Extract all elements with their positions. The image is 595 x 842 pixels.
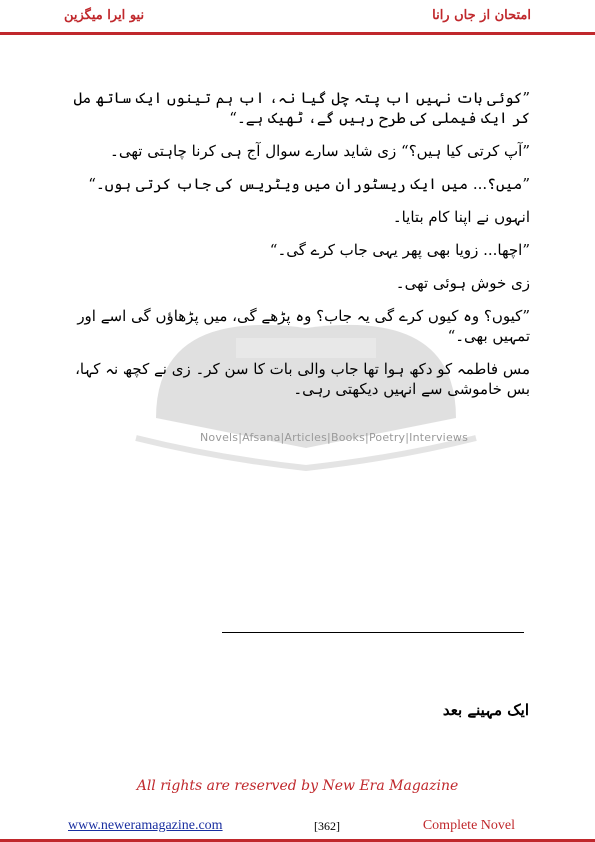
paragraph: ”آپ کرتی کیا ہیں؟“ زی شاید سارے سوال آج ہی کرنا چاہتی تھی۔	[110, 142, 530, 160]
section-separator	[222, 632, 524, 633]
watermark-tags: Novels|Afsana|Articles|Books|Poetry|Interviews	[200, 431, 469, 444]
paragraph: ”اچھا... زویا بھی پھر یہی جاب کرے گی۔“	[269, 241, 530, 259]
paragraph: زی خوش ہوئی تھی۔	[395, 274, 530, 292]
page-number: [362]	[314, 819, 340, 833]
paragraph: ”کوئی بات نہیں اب پتہ چل گیا نہ، اب ہم تینوں ایک ساتھ مل کر ایک فیملی کی طرح رہیں گے، ٹھیک ہے۔“	[73, 89, 530, 127]
website-link[interactable]: www.neweramagazine.com	[68, 818, 223, 833]
story-text	[66, 88, 530, 412]
paragraph: ”کیوں؟ وہ کیوں کرے گی یہ جاب؟ وہ پڑھے گی، میں پڑھاؤں گی اسے اور تمہیں بھی۔“	[77, 307, 530, 345]
magazine-name-header: نیو ایرا میگزین	[64, 8, 145, 23]
rights-notice: All rights are reserved by New Era Magazine	[136, 778, 459, 794]
paragraph: مس فاطمہ کو دکھ ہوا تھا جاب والی بات کا سن کر۔ زی نے کچھ نہ کہا، بس خاموشی سے انہیں دیکھتی رہی۔	[75, 360, 530, 398]
footer-label: Complete Novel	[422, 818, 515, 833]
novel-name-header: امتحان از جاں رانا	[432, 8, 531, 23]
paragraph: انہوں نے اپنا کام بتایا۔	[392, 208, 530, 226]
paragraph: ”میں؟... میں ایک ریسٹوران میں ویٹریس کی جاب کرتی ہوں۔“	[88, 175, 530, 193]
header-rule	[0, 32, 595, 35]
time-skip-heading: ایک مہینے بعد	[442, 701, 529, 719]
